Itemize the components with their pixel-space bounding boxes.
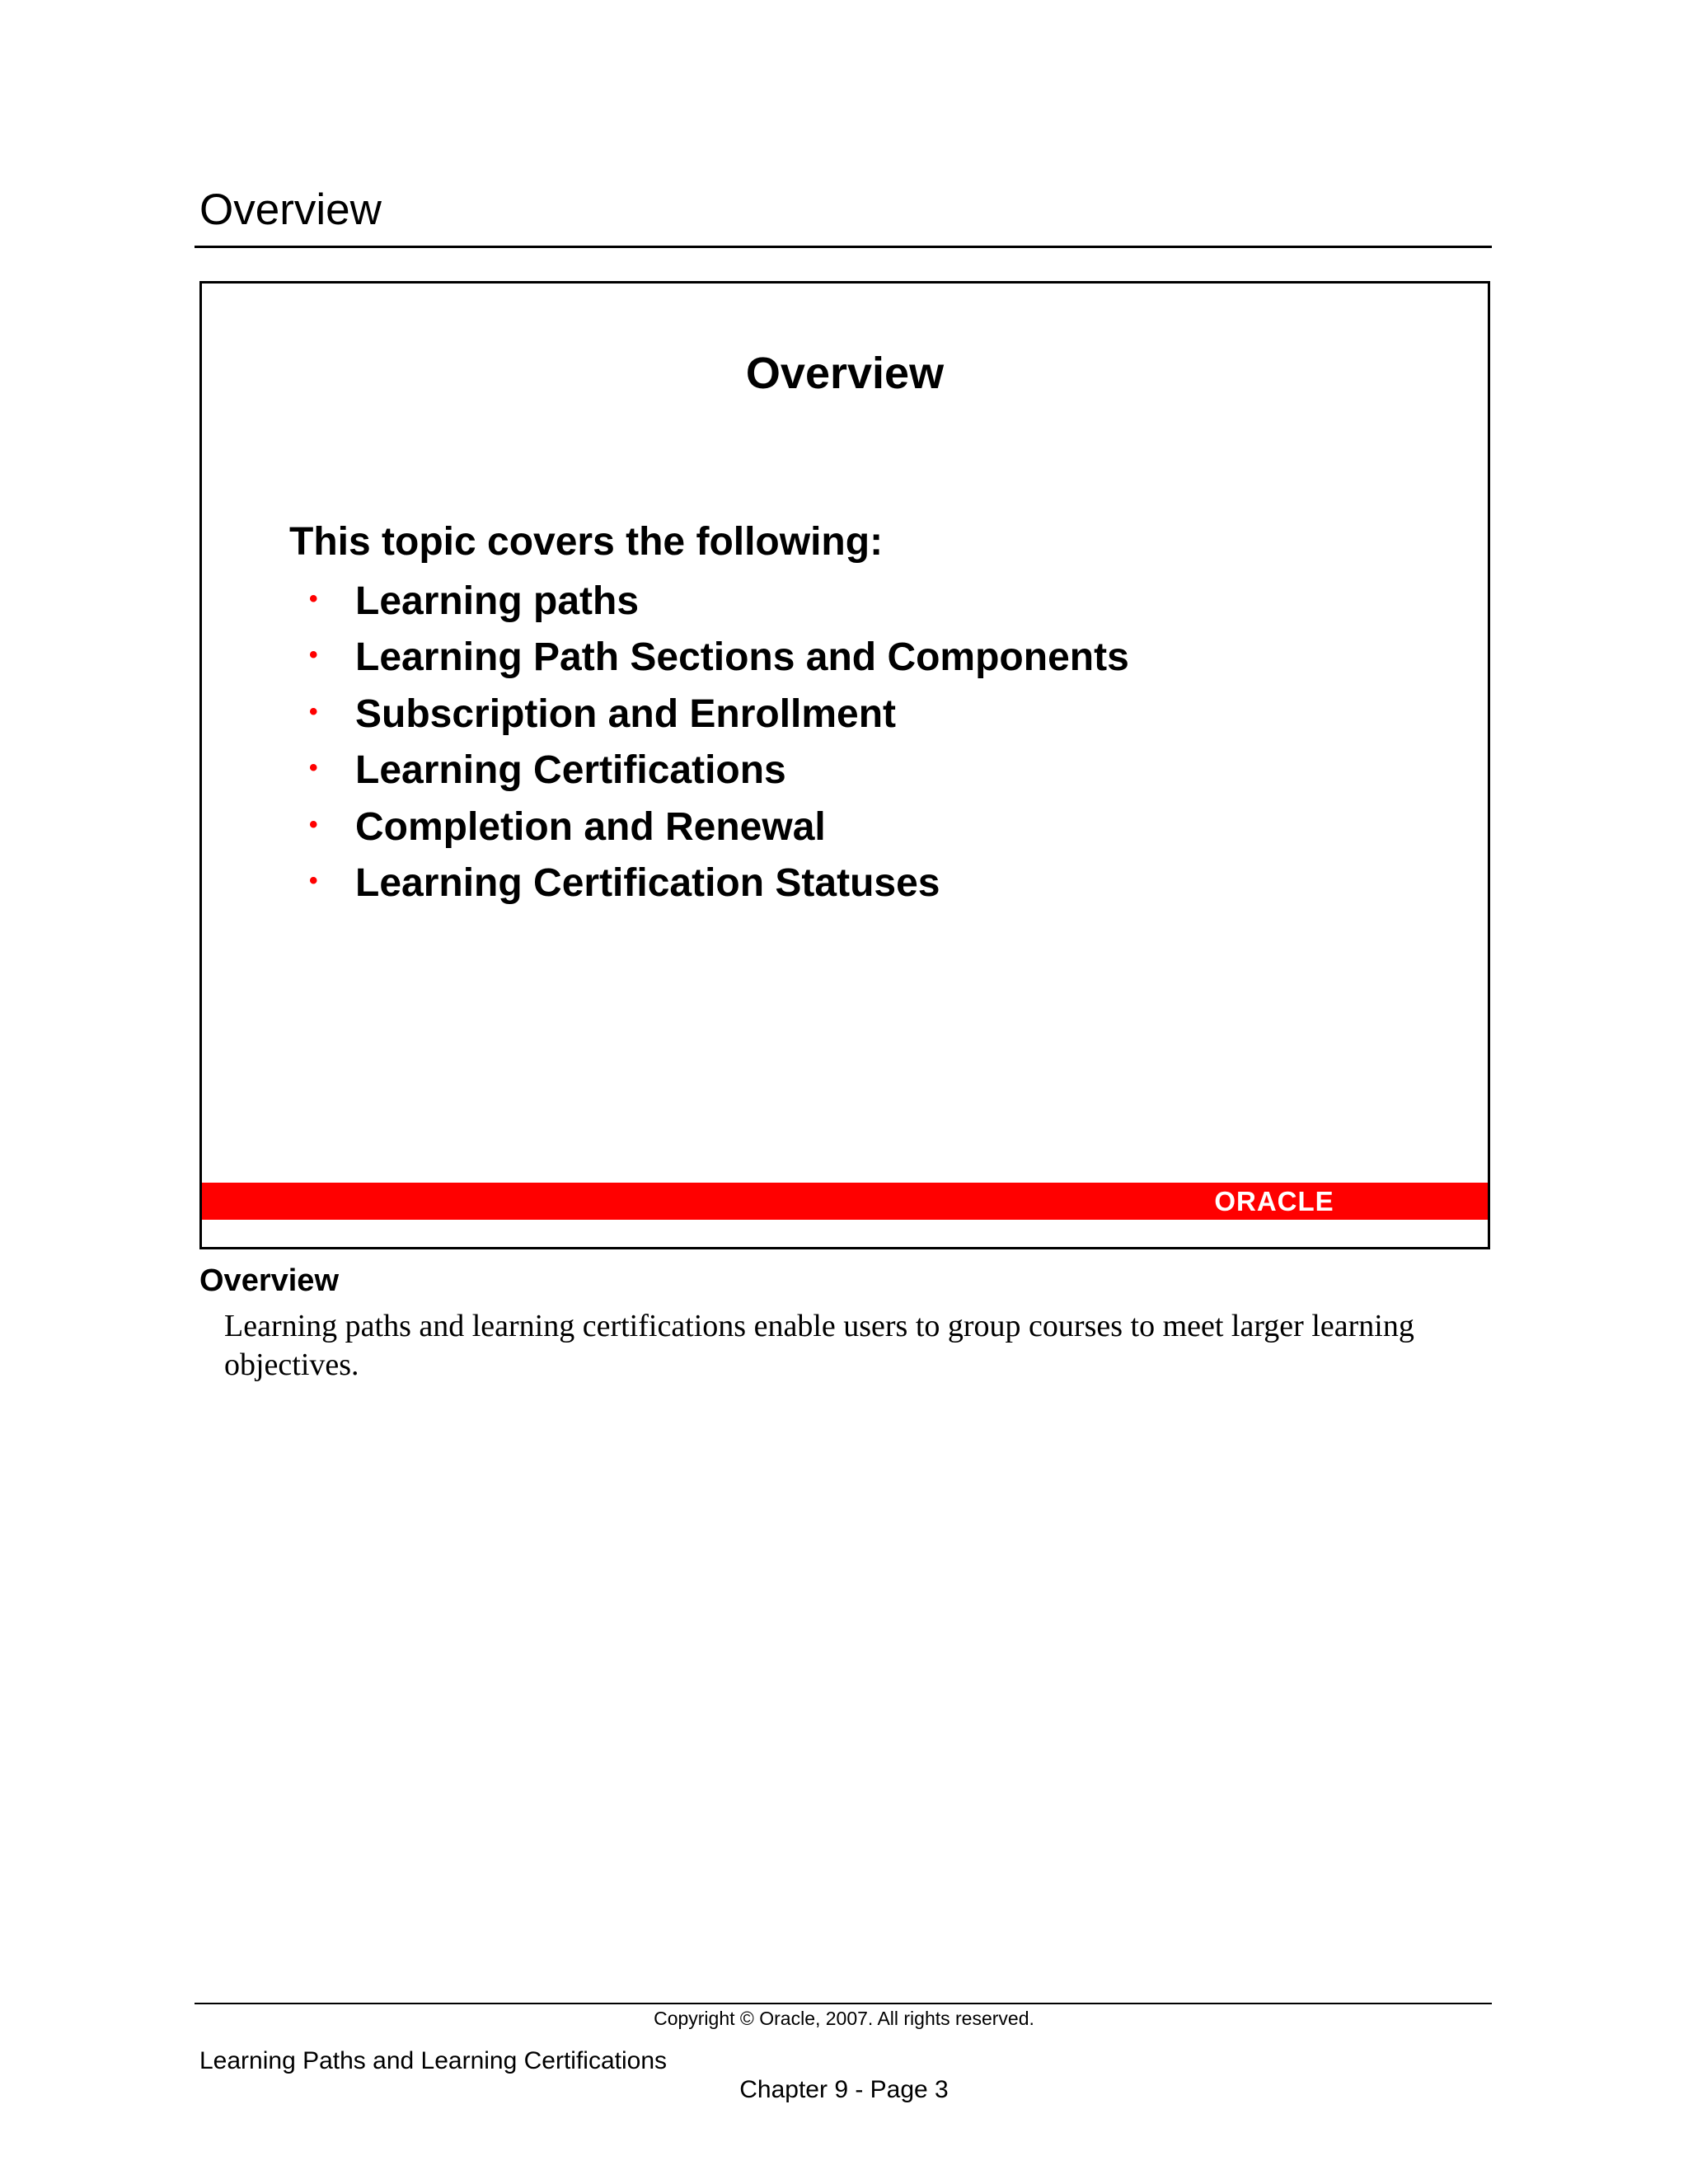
- footer-divider: [195, 2003, 1492, 2004]
- bullet-icon: •: [309, 754, 318, 782]
- list-item-label: Learning paths: [355, 579, 640, 623]
- list-item-label: Subscription and Enrollment: [355, 691, 897, 736]
- list-item-label: Learning Certification Statuses: [355, 860, 940, 905]
- bullet-icon: •: [309, 866, 318, 894]
- bullet-icon: •: [309, 697, 318, 725]
- list-item: [289, 804, 1129, 864]
- oracle-logo-text: ORACLE: [1214, 1186, 1334, 1216]
- slide-intro: This topic covers the following:: [289, 520, 884, 564]
- slide-image: [199, 281, 1490, 1249]
- heading-divider: [195, 246, 1492, 248]
- list-item: [289, 748, 1129, 807]
- bullet-icon: •: [309, 810, 318, 838]
- slide-title: Overview: [745, 349, 945, 398]
- slide-topic-list: [289, 579, 1129, 920]
- chapter-name: Learning Paths and Learning Certifications: [199, 2047, 668, 2074]
- list-item: [289, 635, 1129, 694]
- bullet-icon: •: [309, 641, 318, 669]
- notes-heading: Overview: [199, 1263, 339, 1298]
- list-item: [289, 579, 1129, 638]
- notes-body: Learning paths and learning certifications enable users to group courses to meet larger learning objectives.: [224, 1309, 1414, 1382]
- list-item-label: Learning Certifications: [355, 748, 786, 793]
- copyright-text: Copyright © Oracle, 2007. All rights reserved.: [654, 2008, 1034, 2029]
- page-number: Chapter 9 - Page 3: [739, 2076, 949, 2103]
- bullet-icon: •: [309, 585, 318, 612]
- list-item-label: Completion and Renewal: [355, 804, 826, 849]
- oracle-logo: [1196, 1186, 1353, 1216]
- page-title: Overview: [199, 185, 382, 234]
- slide-footer-band: [202, 1183, 1488, 1220]
- list-item: [289, 860, 1129, 920]
- list-item-label: Learning Path Sections and Components: [355, 635, 1129, 680]
- list-item: [289, 691, 1129, 751]
